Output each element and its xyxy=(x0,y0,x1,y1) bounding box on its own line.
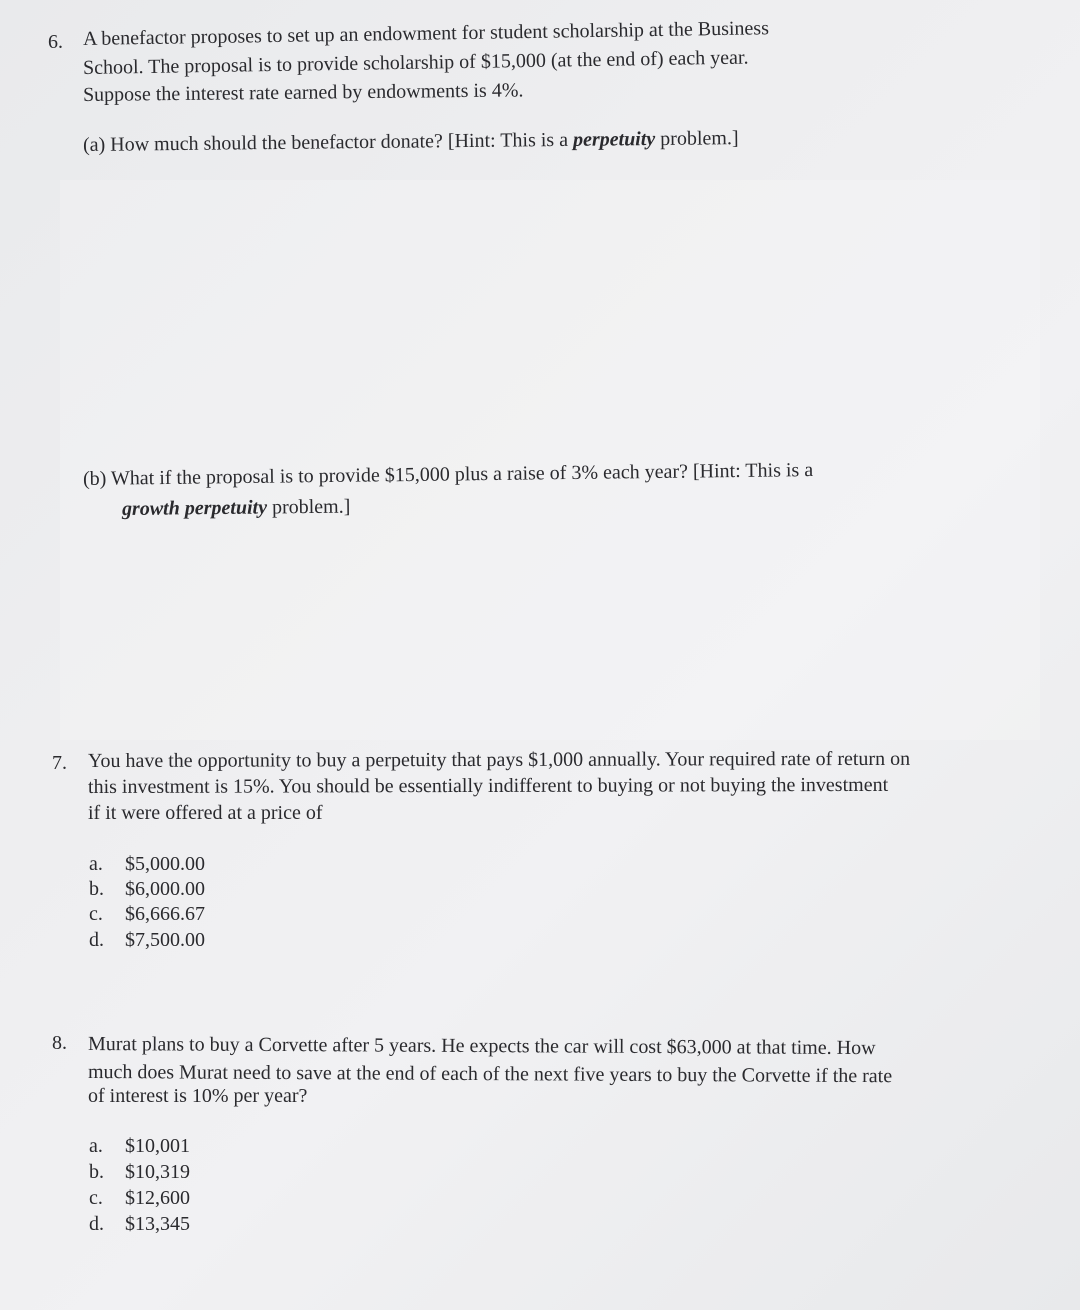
option-value: $5,000.00 xyxy=(125,853,205,875)
part-b-emphasis: growth perpetuity xyxy=(121,496,268,520)
part-a-suffix: problem.] xyxy=(655,127,739,151)
question-text-line: You have the opportunity to buy a perpetuity that pays $1,000 annually. Your required rate of return on xyxy=(87,747,911,772)
answer-option xyxy=(89,852,205,876)
option-letter: d. xyxy=(89,1213,104,1235)
answer-option xyxy=(89,1160,190,1184)
question-number: 6. xyxy=(48,31,63,53)
option-letter: b. xyxy=(89,1161,104,1183)
part-b-text-line: (b) What if the proposal is to provide $15,000 plus a raise of 3% each year? [Hint: This is a xyxy=(82,459,814,490)
option-value: $10,001 xyxy=(125,1135,190,1157)
answer-option xyxy=(89,1212,190,1236)
option-letter: d. xyxy=(89,929,104,951)
question-text-line: if it were offered at a price of xyxy=(88,802,323,824)
answer-option xyxy=(89,1134,190,1158)
answer-option xyxy=(89,902,205,926)
part-b-text-line xyxy=(122,495,351,521)
question-number: 8. xyxy=(52,1032,67,1054)
part-a-emphasis: perpetuity xyxy=(572,128,656,151)
answer-option xyxy=(89,928,205,952)
question-text-line: Suppose the interest rate earned by endowments is 4%. xyxy=(82,79,524,106)
question-number: 7. xyxy=(52,752,67,774)
option-letter: b. xyxy=(89,878,104,900)
question-text-line: this investment is 15%. You should be essentially indifferent to buying or not buying the investment xyxy=(87,773,889,798)
part-a-prefix: (a) How much should the benefactor donate? [Hint: This is a xyxy=(82,128,574,156)
part-b-suffix: problem.] xyxy=(266,495,351,519)
answer-option xyxy=(89,877,205,901)
question-text-line: of interest is 10% per year? xyxy=(88,1085,308,1107)
question-text-line: much does Murat need to save at the end of each of the next five years to buy the Corvette if the rate xyxy=(87,1061,893,1088)
question-text-line: School. The proposal is to provide scholarship of $15,000 (at the end of) each year. xyxy=(82,46,749,79)
option-value: $10,319 xyxy=(125,1161,190,1183)
part-a-text xyxy=(83,126,739,157)
option-value: $6,000.00 xyxy=(125,878,205,900)
answer-option xyxy=(89,1186,190,1210)
option-value: $13,345 xyxy=(125,1213,190,1235)
option-letter: c. xyxy=(89,903,103,925)
option-letter: c. xyxy=(89,1187,103,1209)
option-letter: a. xyxy=(89,1135,103,1157)
option-value: $12,600 xyxy=(125,1187,190,1209)
option-letter: a. xyxy=(89,853,103,875)
question-text-line: Murat plans to buy a Corvette after 5 years. He expects the car will cost $63,000 at that time. How xyxy=(87,1033,876,1060)
option-value: $7,500.00 xyxy=(125,929,205,951)
option-value: $6,666.67 xyxy=(125,903,205,925)
question-text-line: A benefactor proposes to set up an endowment for student scholarship at the Business xyxy=(82,17,770,50)
paper-shade xyxy=(60,180,1040,740)
